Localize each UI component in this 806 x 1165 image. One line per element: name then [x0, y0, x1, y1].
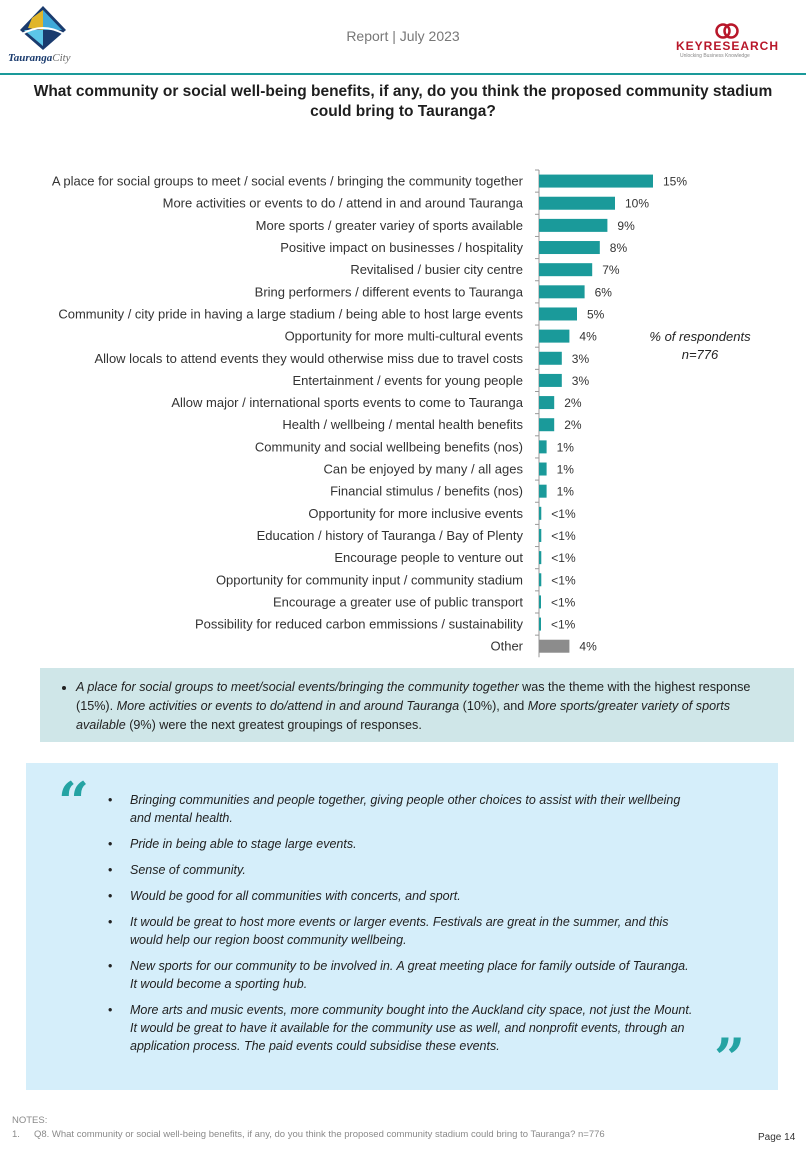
quote-item: • Bringing communities and people together, giving people other choices to assist with their wellbeing and mental health. [130, 791, 698, 827]
brand-name: KEYRESEARCH [676, 39, 780, 53]
category-label: Possibility for reduced carbon emmissions / sustainability [194, 616, 523, 632]
benefits-bar-chart [0, 165, 806, 660]
value-label: 5% [587, 307, 605, 322]
category-label: Other [490, 638, 523, 654]
category-label: Community and social wellbeing benefits (nos) [254, 439, 523, 455]
category-label: Education / history of Tauranga / Bay of Plenty [256, 527, 523, 543]
open-quote-icon: “ [58, 770, 90, 834]
value-label: 3% [571, 373, 590, 388]
quote-item: • Pride in being able to stage large events. [130, 835, 698, 853]
quote-item: • It would be great to host more events or larger events. Festivals are great in the summer, and this would help our region boost community wellbeing. [130, 913, 698, 949]
value-label: <1% [551, 573, 576, 588]
category-label: Opportunity for more multi-cultural events [284, 328, 523, 344]
value-label: 4% [579, 639, 597, 654]
header-divider [0, 73, 806, 75]
value-label: <1% [551, 617, 576, 632]
value-label: 6% [594, 285, 612, 300]
report-label: Report | July 2023 [346, 28, 460, 44]
value-label: 10% [625, 196, 650, 211]
value-label: <1% [551, 595, 576, 610]
value-label: 15% [663, 174, 688, 189]
category-label: Bring performers / different events to Tauranga [254, 284, 523, 300]
note-text: Q8. What community or social well-being benefits, if any, do you think the proposed community stadium could bring to Tauranga? n=776 [33, 1129, 605, 1140]
bar [539, 595, 541, 608]
value-label: 3% [571, 351, 590, 366]
category-label: Allow locals to attend events they would otherwise miss due to travel costs [94, 350, 523, 366]
summary-part-3: (9%) were the next greatest groupings of responses. [125, 718, 422, 732]
value-label: 8% [609, 241, 628, 256]
category-label: Community / city pride in having a large stadium / being able to host large events [58, 306, 523, 322]
notes-heading: NOTES: [12, 1115, 48, 1126]
page-number: Page 14 [758, 1132, 796, 1143]
quote-item: • Sense of community. [130, 861, 698, 879]
bar [539, 551, 541, 564]
bar [539, 507, 541, 520]
page-title: What community or social well-being benefits, if any, do you think the proposed community stadium could bring to Tauranga? [33, 83, 773, 120]
category-label: Opportunity for more inclusive events [308, 505, 523, 521]
respondents-label: % of respondents [649, 329, 751, 344]
bar [539, 418, 554, 431]
bar [539, 263, 592, 276]
category-label: Can be enjoyed by many / all ages [323, 461, 523, 477]
bar [539, 374, 562, 387]
value-label: 1% [556, 440, 574, 455]
category-label: Revitalised / busier city centre [350, 262, 523, 278]
keyresearch-logo [672, 22, 784, 62]
value-label: 1% [556, 462, 574, 477]
bar [539, 396, 554, 409]
value-label: 9% [617, 218, 635, 233]
bar [539, 330, 569, 343]
bar [539, 352, 562, 365]
category-label: More sports / greater variey of sports available [255, 217, 523, 233]
bar [539, 618, 541, 631]
bar [539, 529, 541, 542]
bar [539, 241, 600, 254]
value-label: 1% [556, 484, 574, 499]
bar [539, 219, 607, 232]
brand-tagline: Unlocking Business Knowledge [680, 53, 750, 59]
category-label: Health / wellbeing / mental health benefits [282, 417, 523, 433]
close-quote-icon: ” [714, 1026, 746, 1090]
respondents-note [640, 328, 760, 364]
page-header [0, 0, 806, 76]
bar [539, 175, 653, 188]
notes [12, 1114, 605, 1142]
summary-italic-3: More sports/greater variety of sports available [76, 699, 731, 732]
logo-city-name: Tauranga [8, 52, 53, 64]
category-label: Entertainment / events for young people [292, 372, 523, 388]
summary-box [40, 668, 794, 742]
bar [539, 440, 547, 453]
quote-item: • More arts and music events, more community bought into the Auckland city space, not just the Mount. It would be great to have it available for the community use as well, and nonprofit events, through an application process. The paid events could subsidise these events. [130, 1001, 698, 1055]
category-label: Positive impact on businesses / hospitality [280, 240, 523, 256]
keyresearch-rings-icon [714, 22, 740, 40]
category-label: Encourage people to venture out [334, 550, 523, 566]
respondents-count: n=776 [681, 347, 719, 362]
quotes-box [26, 763, 778, 1090]
category-label: More activities or events to do / attend in and around Tauranga [162, 195, 523, 211]
logo-city-suffix: City [52, 52, 71, 64]
value-label: <1% [551, 528, 576, 543]
summary-part-2: (10%), and [459, 699, 528, 713]
bar [539, 285, 585, 298]
note-number: 1. [12, 1129, 20, 1140]
category-label: Encourage a greater use of public transport [272, 594, 523, 610]
summary-part-1: was the theme with the highest response (15%). [76, 680, 751, 713]
category-label: Opportunity for community input / community stadium [215, 572, 523, 588]
value-label: 7% [602, 263, 620, 278]
bar [539, 307, 577, 320]
summary-text [76, 678, 764, 735]
bar-other [539, 640, 569, 653]
summary-italic-2: More activities or events to do/attend in and around Tauranga [116, 699, 460, 713]
quote-item: • New sports for our community to be involved in. A great meeting place for family outside of Tauranga. It would become a sporting hub. [130, 957, 698, 993]
category-label: Allow major / international sports events to come to Tauranga [171, 395, 523, 411]
bar [539, 197, 615, 210]
quote-item: • Would be good for all communities with concerts, and sport. [130, 887, 698, 905]
bar [539, 463, 547, 476]
summary-lead: A place for social groups to meet/social events/bringing the community together [76, 680, 519, 694]
value-label: <1% [551, 551, 576, 566]
category-label: Financial stimulus / benefits (nos) [330, 483, 523, 499]
bar [539, 573, 541, 586]
category-label: A place for social groups to meet / social events / bringing the community together [51, 173, 523, 189]
value-label: <1% [551, 506, 576, 521]
value-label: 2% [564, 418, 582, 433]
value-label: 4% [579, 329, 597, 344]
value-label: 2% [564, 396, 582, 411]
bar [539, 485, 547, 498]
